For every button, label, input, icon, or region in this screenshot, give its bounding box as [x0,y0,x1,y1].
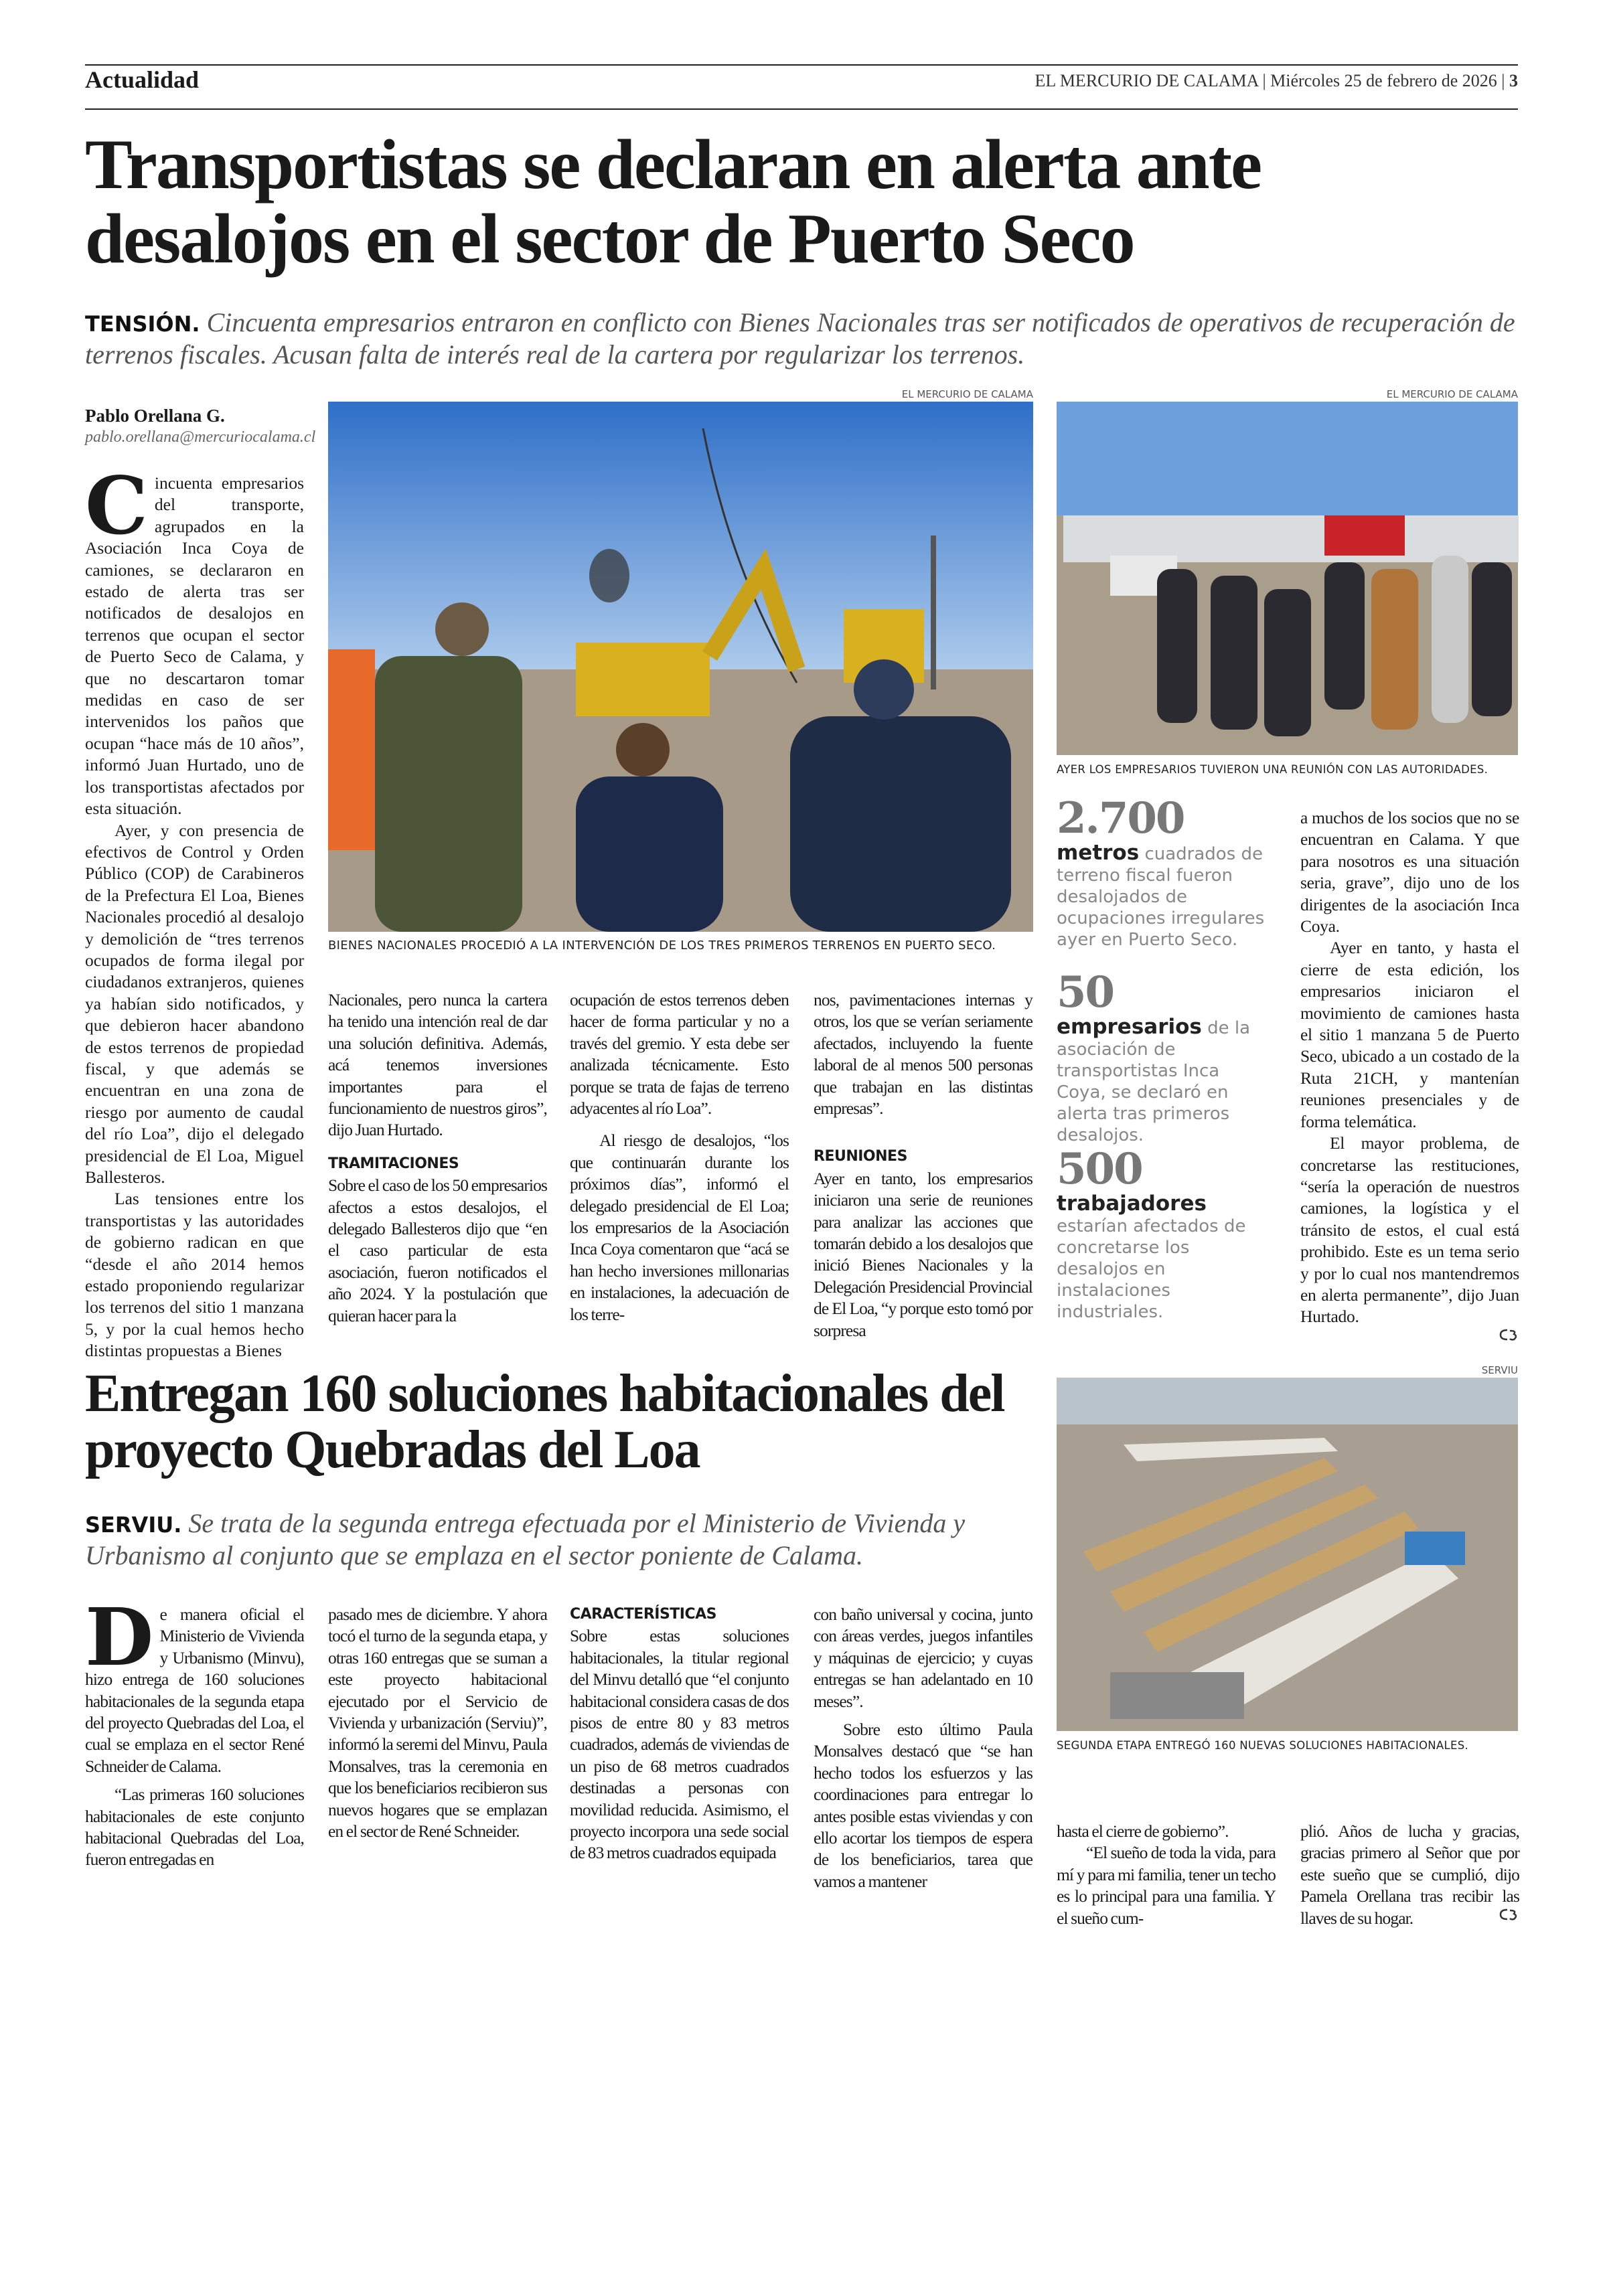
top-rule [85,64,1518,66]
paragraph: Nacionales, pero nunca la cartera ha tenido una intención real de dar una solución definitiva. Además, acá tenemos inversiones importantes para el funcionamiento de nuestros giros”, dijo Juan Hurtado. [328,990,547,1140]
photo1-caption: BIENES NACIONALES PROCEDIÓ A LA INTERVENCIÓN DE LOS TRES PRIMEROS TERRENOS EN PUERTO SECO. [328,938,996,953]
paragraph: con baño universal y cocina, junto con áreas verdes, juegos infantiles y máquinas de ejercicio; y cuyas entregas se han adelantado en 10 meses”. [814,1605,1032,1711]
drop-cap: D [85,1590,153,1684]
paragraph: Sobre estas soluciones habitacionales, la titular regional del Minvu detalló que “el conjunto habitacional considera casas de dos pisos de entre 80 y 83 metros cuadrados, además de viviendas de un piso de 68 metros cuadrados destinadas a personas con movilidad reducida. Asimismo, el proyecto incorpora una sede social de 83 metros cuadrados equipada [570,1626,789,1863]
article2-column-3 [570,1604,789,1898]
paragraph: Ayer en tanto, y hasta el cierre de esta edición, los empresarios iniciaron el movimiento de camiones hasta el sitio 1 manzana 5 de Puerto Seco, ubicado a un costado de la Ruta 21CH, y mantenían reuniones presenciales y de forma telemática. [1300,938,1519,1131]
stat-lead: metros [1057,841,1140,865]
article2-column-1 [85,1590,304,1898]
stat-text: estarían afectados de concretarse los desalojos en instalaciones industriales. [1057,1216,1246,1322]
paragraph: incuenta empresarios del transporte, agrupados en la Asociación Inca Coya de camiones, se declararon en estado de alerta tras ser notificados de desalojos en terrenos que ocupan el sector de Puerto Seco de Calama, y que no descartaron tomar medidas en caso de ser intervenidos los paños que ocupan “hace más de 10 años”, informó Juan Hurtado, uno de los transportistas afectados por esta situación. [85,473,304,819]
paragraph: “El sueño de toda la vida, para mí y para mi familia, tener un techo es lo principal para una familia. Y el sueño cum- [1057,1843,1276,1928]
paragraph: Sobre esto último Paula Monsalves destacó que “se han hecho todos los esfuerzos y las coordinaciones para entregar lo antes posible estas viviendas y con ello acortar los tiempos de espera de los beneficiarios, tarea que vamos a mantener [814,1720,1032,1891]
article1-deck [85,307,1518,371]
article1-headline: Transportistas se declaran en alerta ante desalojos en el sector de Puerto Seco [85,125,1261,278]
issue-date: Miércoles 25 de febrero de 2026 [1270,71,1497,90]
photo-housing-aerial [1057,1378,1518,1731]
paragraph: hasta el cierre de gobierno”. [1057,1821,1229,1841]
deck-text: Se trata de la segunda entrega efectuada por el Ministerio de Vivienda y Urbanismo al conjunto que se emplaza en el sector poniente de Calama. [85,1508,966,1570]
masthead: EL MERCURIO DE CALAMA | Miércoles 25 de febrero de 2026 | 3 [1035,71,1518,90]
paragraph: El mayor problema, de concretarse las restituciones, “sería la operación de nuestros camiones, la logística y el tránsito de estos, el cual está prohibido. Este es un tema serio y por lo cual nos mantendremos en alerta permanente”, dijo Juan Hurtado. [1300,1133,1519,1327]
photo2-credit: EL MERCURIO DE CALAMA [1386,388,1518,400]
photo3-caption: SEGUNDA ETAPA ENTREGÓ 160 NUEVAS SOLUCIONES HABITACIONALES. [1057,1739,1469,1752]
deck-kicker: TENSIÓN. [85,311,200,337]
end-mark-icon [1499,1908,1519,1921]
paragraph: pasado mes de diciembre. Y ahora tocó el turno de la segunda etapa, y otras 160 entregas que se suman a este proyecto habitacional ejecutado por el Servicio de Vivienda y urbanización (Serviu)”, informó la seremi del Minvu, Paula Monsalves, tras la ceremonia en que los beneficiarios recibieron sus nuevos hogares que se emplazan en el sector de René Schneider. [328,1605,547,1841]
stat-number: 2.700 [1057,793,1184,843]
header-rule [85,108,1518,110]
subhead-caracteristicas: CARACTERÍSTICAS [570,1606,716,1623]
stat-2700 [1057,795,1268,951]
photo-meeting-authorities [1057,402,1518,755]
drop-cap: C [85,459,148,552]
article2-headline: Entregan 160 soluciones habitacionales del proyecto Quebradas del Loa [85,1364,1004,1479]
stat-lead: empresarios [1057,1015,1202,1039]
byline: Pablo Orellana G. [85,406,225,426]
paragraph: Sobre el caso de los 50 empresarios afectos a estos desalojos, el delegado Ballesteros dijo que “en el caso particular de esta asociación, fueron notificados el año 2024. Y la postulación que quieran hacer para la [328,1175,547,1325]
photo3-credit: SERVIU [1481,1364,1518,1376]
article2-deck [85,1507,1063,1572]
article1-column-3 [570,989,789,1341]
article2-column-6 [1300,1821,1519,1928]
paragraph: Las tensiones entre los transportistas y las autoridades de gobierno radican en que “desde el año 2014 hemos estado proponiendo regularizar los terrenos del sitio 1 manzana 5, y por la cual hemos hecho distintas propuestas a Bienes [85,1189,304,1361]
stat-text: de la asociación de transportistas Inca Coya, se declaró en alerta tras primeros desalojos. [1057,1018,1251,1145]
photo2-caption: AYER LOS EMPRESARIOS TUVIERON UNA REUNIÓN CON LAS AUTORIDADES. [1057,763,1488,776]
paragraph: Ayer en tanto, los empresarios iniciaron una serie de reuniones para analizar las acciones que tomarán debido a los desalojos que inició Bienes Nacionales y la Delegación Presidencial Provincial de El Loa, “y porque esto tomó por sorpresa [814,1168,1032,1340]
stat-50 [1057,969,1268,1146]
article1-column-4 [814,989,1032,1341]
stat-number: 50 [1057,967,1114,1017]
author-email[interactable]: pablo.orellana@mercuriocalama.cl [85,428,316,446]
article2-column-5 [1057,1821,1276,1928]
article1-column-5 [1300,807,1519,1343]
stat-text: cuadrados de terreno fiscal fueron desalojados de ocupaciones irregulares ayer en Puerto Seco. [1057,844,1265,950]
paragraph: “Las primeras 160 soluciones habitacionales de este conjunto habitacional Quebradas del Loa, fueron entregadas en [85,1785,304,1870]
stat-500 [1057,1146,1268,1323]
paragraph: plió. Años de lucha y gracias, gracias primero al Señor que por este sueño que se cumplió, dijo Pamela Orellana tras recibir las llaves de su hogar. [1300,1821,1519,1928]
section-label: Actualidad [85,66,200,93]
deck-kicker: SERVIU. [85,1512,182,1538]
end-mark-icon [1499,1328,1519,1341]
article2-column-4 [814,1604,1032,1898]
page-number: 3 [1509,71,1518,90]
article1-column-2 [328,989,547,1341]
stat-number: 500 [1057,1144,1142,1194]
article1-column-1 [85,459,304,1361]
paragraph: nos, pavimentaciones internas y otros, los que se verían seriamente afectados, incluyendo la fuente laboral de al menos 500 personas que trabajan en las distintas empresas”. [814,990,1032,1119]
paragraph: Al riesgo de desalojos, “los que continuarán durante los próximos días”, informó el delegado presidencial de El Loa; los empresarios de la Asociación Inca Coya comentaron que “acá se han hecho inversiones millonarias en instalaciones, la adecuación de los terre- [570,1131,789,1324]
paper-name: EL MERCURIO DE CALAMA [1035,71,1258,90]
subhead-tramitaciones: TRAMITACIONES [328,1155,459,1172]
article2-column-2 [328,1604,547,1898]
paragraph: e manera oficial el Ministerio de Vivienda y Urbanismo (Minvu), hizo entrega de 160 soluciones habitacionales de la segunda etapa del proyecto Quebradas del Loa, el cual se emplaza en el sector René Schneider de Calama. [85,1605,304,1776]
subhead-reuniones: REUNIONES [814,1148,907,1165]
photo1-credit: EL MERCURIO DE CALAMA [901,388,1033,400]
paragraph: ocupación de estos terrenos deben hacer de forma particular y no a través del gremio. Y esta debe ser analizada técnicamente. Esto porque se trata de fajas de terreno adyacentes al río Loa”. [570,990,789,1119]
photo-eviction-machinery [328,402,1033,932]
paragraph: Ayer, y con presencia de efectivos de Control y Orden Público (COP) de Carabineros de la Prefectura El Loa, Bienes Nacionales procedió al desalojo y demolición de “tres terrenos ocupados de forma ilegal por ciudadanos extranjeros, quienes ya habían sido notificados, y que debieron hacer abandono de estos terrenos de propiedad fiscal, y que además se encuentran en una zona de riesgo por aumento de caudal del río Loa”, dijo el delegado presidencial de El Loa, Miguel Ballesteros. [85,820,304,1187]
paragraph: a muchos de los socios que no se encuentran en Calama. Y que para nosotros es una situación seria, grave”, dijo uno de los dirigentes de la asociación Inca Coya. [1300,808,1519,936]
stat-lead: trabajadores [1057,1192,1207,1216]
deck-text: Cincuenta empresarios entraron en conflicto con Bienes Nacionales tras ser notificados de operativos de recuperación de terrenos fiscales. Acusan falta de interés real de la cartera por regularizar los terrenos. [85,307,1515,370]
